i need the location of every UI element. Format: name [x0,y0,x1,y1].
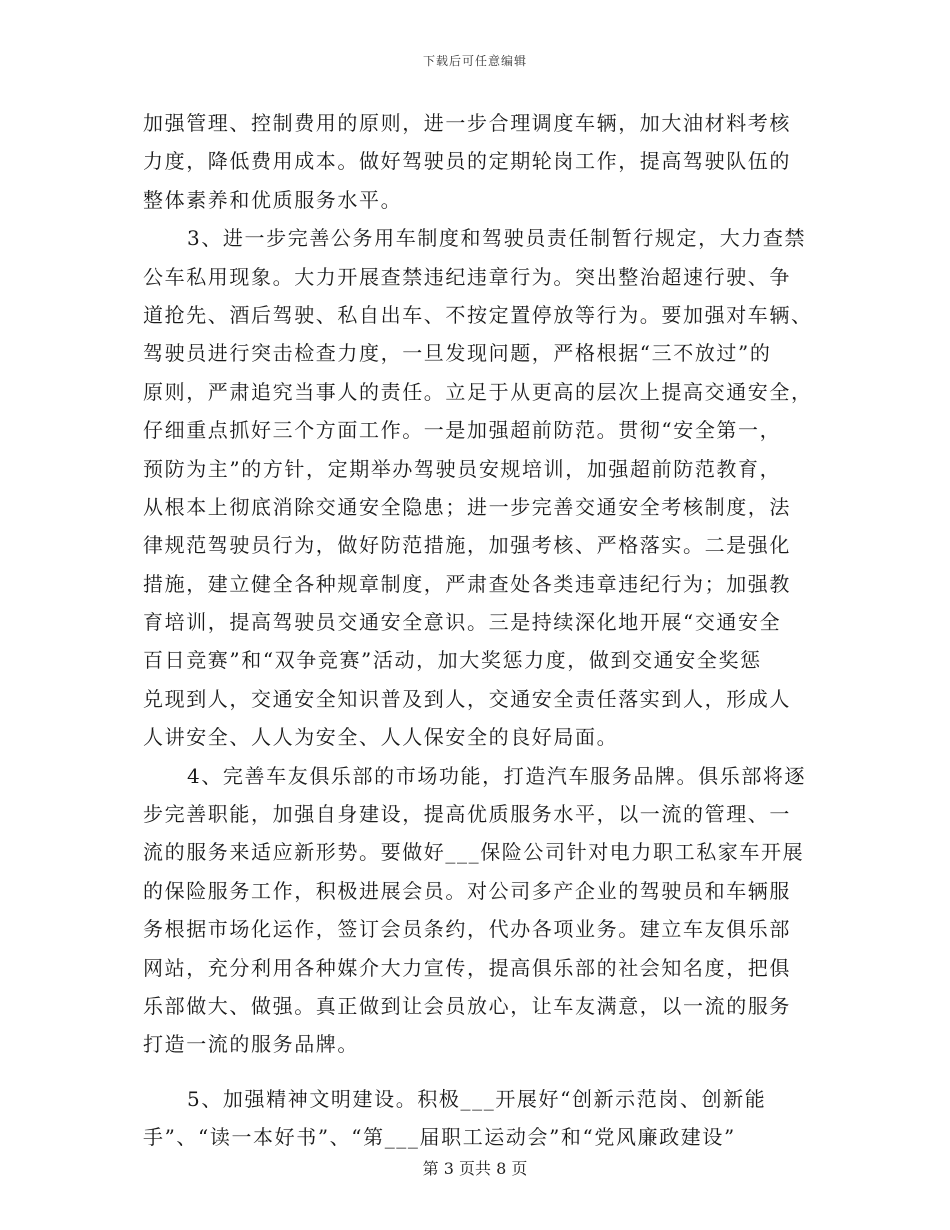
text-line: 乐部做大、做强。真正做到让会员放心，让车友满意，以一流的服务 [143,993,791,1018]
text-line: 务根据市场化运作，签订会员条约，代办各项业务。建立车友俱乐部 [143,917,791,942]
text-line: 加强管理、控制费用的原则，进一步合理调度车辆，加大油材料考核 [143,111,791,135]
text-line: 兑现到人，交通安全知识普及到人，交通安全责任落实到人，形成人 [143,686,791,711]
text-line: 打造一流的服务品牌。 [143,1032,359,1057]
paragraph-gap [143,1064,811,1080]
text-line: 驾驶员进行突击检查力度，一旦发现问题，严格根据“三不放过”的 [143,341,772,366]
document-body [143,104,811,1157]
text-line: 整体素养和优质服务水平。 [143,187,403,212]
text-line: 百日竞赛”和“双争竞赛”活动，加大奖惩力度，做到交通安全奖惩 [143,648,762,673]
paragraph [143,757,811,1064]
paragraph [143,219,811,756]
text-line: 网站，充分利用各种媒介大力宣传，提高俱乐部的社会知名度，把俱 [143,955,791,980]
text-line: 道抢先、酒后驾驶、私自出车、不按定置停放等行为。要加强对车辆、 [143,302,813,327]
text-line: 从根本上彻底消除交通安全隐患；进一步完善交通安全考核制度，法 [143,494,791,519]
text-line: 的保险服务工作，积极进展会员。对公司多产企业的驾驶员和车辆服 [143,878,791,903]
paragraph [143,1080,811,1157]
text-line: 5、加强精神文明建设。积极___开展好“创新示范岗、创新能 [187,1086,767,1111]
page-footer: 第 3 页共 8 页 [422,1159,528,1178]
text-line: 公车私用现象。大力开展查禁违纪违章行为。突出整治超速行驶、争 [143,264,791,289]
text-line: 原则，严肃追究当事人的责任。立足于从更高的层次上提高交通安全， [143,379,813,404]
text-line: 仔细重点抓好三个方面工作。一是加强超前防范。贯彻“安全第一， [143,418,782,443]
text-line: 3、进一步完善公务用车制度和驾驶员责任制暂行规定，大力查禁 [187,226,807,251]
text-line: 预防为主”的方针，定期举办驾驶员安规培训，加强超前防范教育， [143,456,782,481]
text-line: 措施，建立健全各种规章制度，严肃查处各类违章违纪行为；加强教 [143,571,791,596]
text-line: 律规范驾驶员行为，做好防范措施，加强考核、严格落实。二是强化 [143,533,791,558]
text-line: 流的服务来适应新形势。要做好___保险公司针对电力职工私家车开展 [143,840,805,865]
paragraph [143,104,811,219]
text-line: 手”、“读一本好书”、“第___届职工运动会”和“党风廉政建设” [143,1125,736,1150]
text-line: 4、完善车友俱乐部的市场功能，打造汽车服务品牌。俱乐部将逐 [187,763,807,788]
text-line: 育培训，提高驾驶员交通安全意识。三是持续深化地开展“交通安全 [143,610,782,635]
text-line: 力度，降低费用成本。做好驾驶员的定期轮岗工作，提高驾驶队伍的 [143,149,791,174]
text-line: 人讲安全、人人为安全、人人保安全的良好局面。 [143,725,619,750]
text-line: 步完善职能，加强自身建设，提高优质服务水平，以一流的管理、一 [143,802,791,827]
page-header: 下载后可任意编辑 [422,54,527,68]
